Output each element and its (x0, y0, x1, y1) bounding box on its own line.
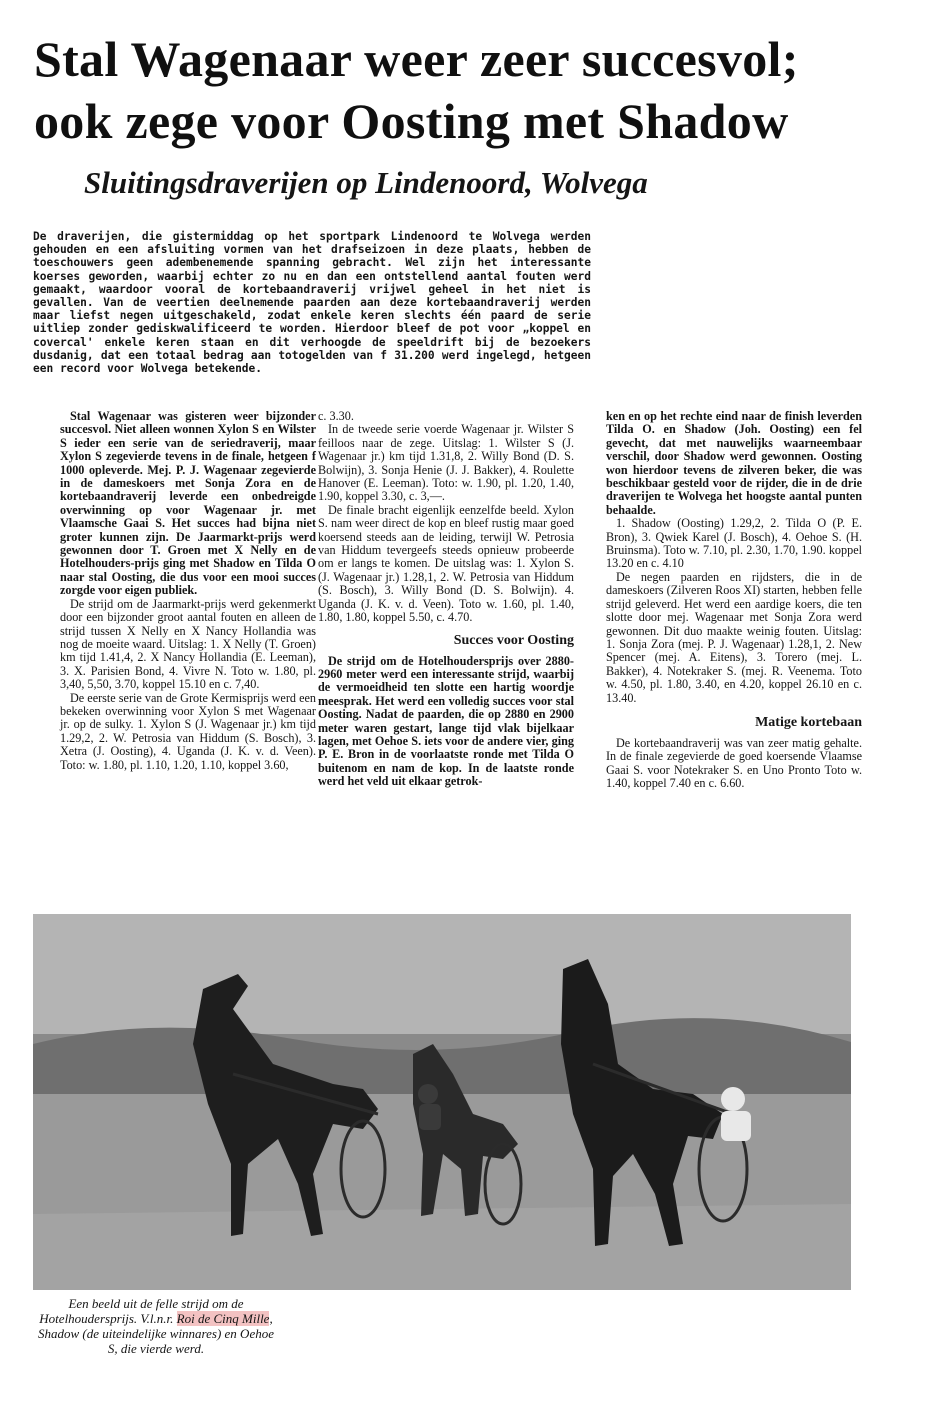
article-column-3 (606, 410, 862, 791)
column-1-paragraph: De strijd om de Jaarmarkt-prijs werd gekenmerkt door een bijzonder groot aantal fouten en alleen de strijd tussen X Nelly en X Nancy Hollandia was nog de moeite waard. Uitslag: 1. X Nelly (T. Groen) km tijd 1.41,4, 2. X Nancy Hollandia (E. Leeman), 3. X. Parisien Bond, 4. Vivre N. Toto w. 1.80, pl. 3,40, 5,50, 3.70, koppel 15.10 en c. 7,40. (60, 596, 316, 692)
trotting-race-illustration (33, 914, 851, 1290)
column-3-paragraph: 1. Shadow (Oosting) 1.29,2, 2. Tilda O (P. E. Bron), 3. Qwiek Karel (J. Bosch), 4. Oehoe S. (H. Bruinsma). Toto w. 7.10, pl. 2.30, 1.70, 1.90. koppel 13.20 en c. 4.10 (606, 516, 862, 571)
column-2-paragraph: De strijd om de Hotelhoudersprijs over 2880-2960 meter werd een interessante strijd, waarbij de vermoeidheid ten slotte een hartig woordje meesprak. Het werd een volledig succes voor stal Oosting. Nadat de paarden, die op 2880 en 2900 meter waren gestart, lange tijd vlak bijelkaar lagen, met Oehoe S. iets voor de andere vier, ging P. E. Bron in de voorlaatste ronde met Tilda O buitenom en nam de kop. In de laatste ronde werd het veld uit elkaar getrok- (318, 653, 574, 789)
headline-line-1: Stal Wagenaar weer zeer succesvol; (34, 31, 799, 87)
article-column-1 (60, 410, 316, 772)
column-2-paragraph: In de tweede serie voerde Wagenaar jr. Wilster S feilloos naar de zege. Uitslag: 1. Wilster S (J. Wagenaar jr.) km tijd 1.31,8, 2. Willy Bond (D. S. Bolwijn), 3. Sonja Henie (J. J. Bakker), 4. Roulette Hanover (E. Leeman). Toto: w. 1.90, pl. 1.20, 1.40, 1.90, koppel 3.30, c. 3,—. (318, 422, 574, 504)
column-1-paragraph: De eerste serie van de Grote Kermisprijs werd een bekeken overwinning voor Xylon S met Wagenaar jr. op de sulky. 1. Xylon S (J. Wagenaar jr.) km tijd 1.29,2, 2. W. Petrosia van Hiddum (S. Bosch), 3. Xetra (J. Oosting), 4. Uganda (J. K. v. d. Veen). Toto: w. 1.80, pl. 1.10, 1.20, 1.10, koppel 3.60, (60, 690, 316, 772)
article-column-2 (318, 410, 574, 789)
section-heading-matige-kortebaan: Matige kortebaan (755, 714, 862, 730)
column-2-paragraph: De finale bracht eigenlijk eenzelfde beeld. Xylon S. nam weer direct de kop en bleef rustig maar goed koersend steeds aan de leiding, terwijl W. Petrosia van Hiddum tevergeefs steeds opnieuw probeerde om er langs te komen. De uitslag was: 1. Xylon S. (J. Wagenaar jr.) 1.28,1, 2. W. Petrosia van Hiddum (S. Bosch), 3. Willy Bond (D. S. Bolwijn). 4. Uganda (J. K. v. d. Veen). Toto w. 1.60, pl. 1.40, 1.80, 1.80, koppel 5.50, c. 4.70. (318, 502, 574, 625)
lead-paragraph: De draverijen, die gistermiddag op het sportpark Lindenoord te Wolvega werden gehouden en een afsluiting vormen van het drafseizoen in deze plaats, hebben de toeschouwers geen adembenemende spanning gebracht. Wel zijn het interessante koerses geworden, waarbij echter zo nu en dan een ontstellend aantal fouten werd gemaakt, waardoor vooral de kortebaandraverij vrijwel geheel in het niet is gevallen. Van de veertien deelnemende paarden aan deze kortebaandraverij werden maar liefst negen uitgeschakeld, zodat enkele keren slechts één paard de serie uitliep zonder gediskwalificeerd te worden. Hierdoor bleef de pot voor „koppel en covercal' enkele keren staan en dit verhoogde de speeldrift bij de bezoekers dusdanig, dat een totaal bedrag aan totogelden van f 31.200 werd ingelegd, hetgeen een record voor Wolvega betekende. (33, 230, 591, 376)
race-photo (33, 914, 851, 1290)
headline (34, 28, 874, 152)
subheadline: Sluitingsdraverijen op Lindenoord, Wolvega (84, 165, 648, 200)
section-heading-succes-voor-oosting: Succes voor Oosting (453, 632, 574, 648)
caption-highlight: Roi de Cinq Mille (176, 1311, 270, 1326)
headline-line-2: ook zege voor Oosting met Shadow (34, 93, 789, 149)
caption-text: Een beeld uit de felle strijd om de Hotelhoudersprijs. V.l.n.r. (39, 1296, 244, 1326)
column-3-paragraph: De negen paarden en rijdsters, die in de dameskoers (Zilveren Roos XI) starten, hebben felle strijd geleverd. Het werd een aardige koers, die ten slotte door mej. Wagenaar met Sonja Zora werd gewonnen. Dit duo maakte weinig fouten. Uitslag: 1. Sonja Zora (mej. P. J. Wagenaar) 1.28,1, 2. New Spencer (mej. A. Eitens), 3. Torero (mej. L. Bakker), 4. Notekraker S. (mej. R. Veenema. Toto w. 4.50, pl. 1.80, 3.40, en 4.20, koppel 26.10 en c. 13.40. (606, 569, 862, 705)
column-3-paragraph: ken en op het rechte eind naar de finish leverden Tilda O. en Shadow (Joh. Oosting) een fel gevecht, dat met nauwelijks waarneembaar verschil, door Shadow werd gewonnen. Oosting won hierdoor tevens de zilveren beker, die was beschikbaar gesteld voor de rijder, die in de drie draverijen te Wolvega het hoogste aantal punten behaalde. (606, 409, 862, 517)
column-1-paragraph: Stal Wagenaar was gisteren weer bijzonder succesvol. Niet alleen wonnen Xylon S en Wilster S ieder een serie van de seriedraverij, maar Xylon S zegevierde tevens in de finale, hetgeen f 1000 opleverde. Mej. P. J. Wagenaar zegevierde in de dameskoers met Sonja Zora en de kortebaandraverij leverde een onbedreigde overwinning op voor Wagenaar jr. met Vlaamsche Gaai S. Het succes had bijna niet groter kunnen zijn. De Jaarmarkt-prijs werd gewonnen door T. Groen met X Nelly en de Hotelhouders-prijs ging met Shadow en Tilda O naar stal Oosting, die dus voor een mooi succes zorgde voor eigen publiek. (60, 409, 316, 598)
column-3-paragraph: De kortebaandraverij was van zeer matig gehalte. In de finale zegevierde de goed koersende Vlaamse Gaai S. voor Notekraker S. en Uno Pronto Toto w. 1.40, koppel 7.40 en c. 6.60. (606, 735, 862, 791)
column-2-paragraph: c. 3.30. (318, 409, 354, 423)
caption-text: , Shadow (de uiteindelijke winnares) en Oehoe S, die vierde werd. (38, 1311, 274, 1356)
photo-caption (33, 1296, 279, 1356)
